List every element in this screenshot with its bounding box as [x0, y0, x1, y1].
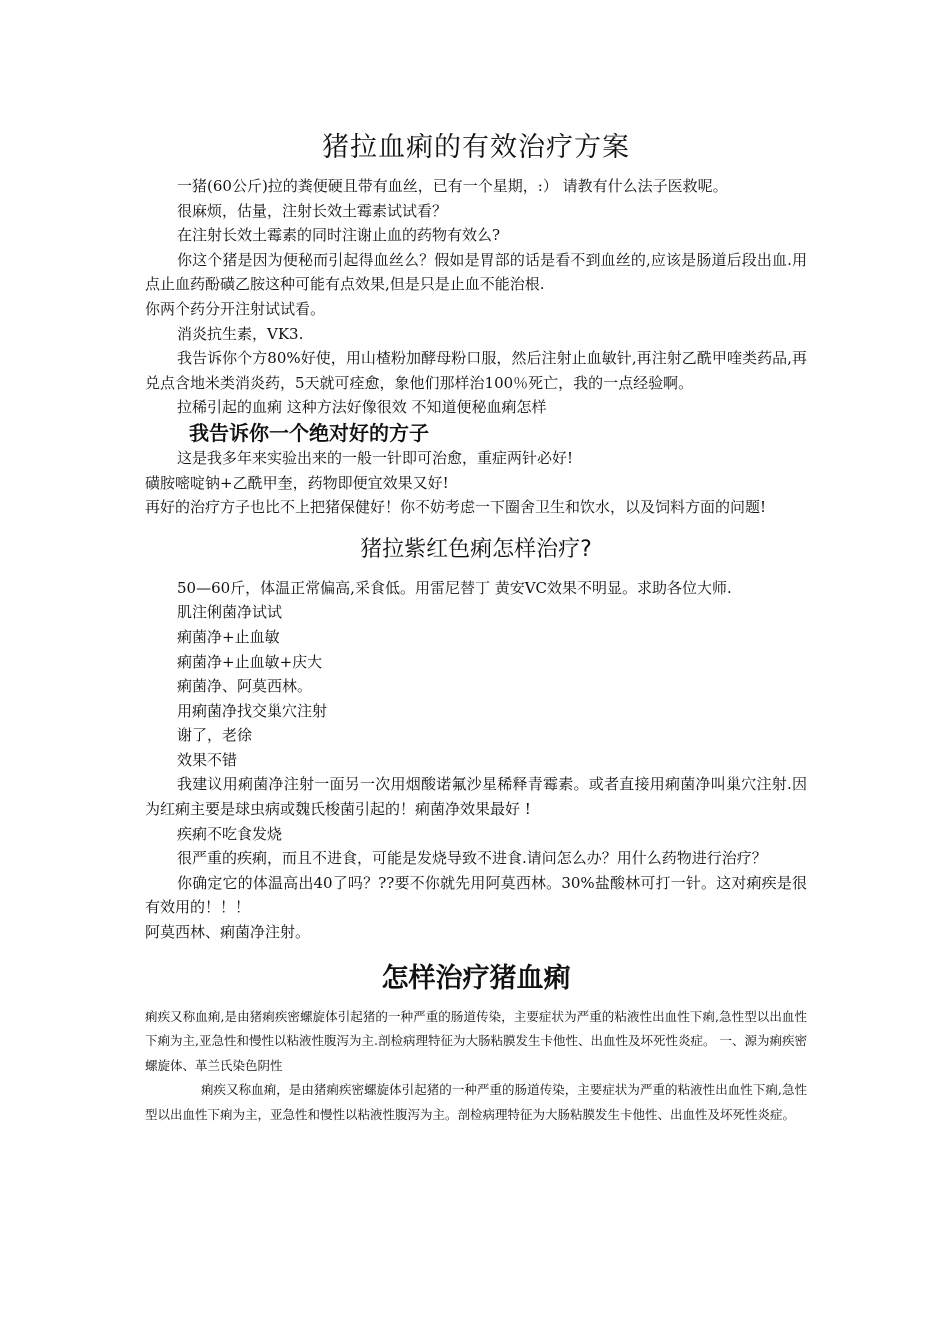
paragraph: 消炎抗生素，VK3. — [177, 324, 304, 343]
paragraph: 我建议用痢菌净注射一面另一次用烟酸诺氟沙星稀释青霉素。或者直接用痢菌净叫巢穴注射.因为红痢主要是球虫病或魏氏梭菌引起的！痢菌净效果最好 ! — [145, 775, 807, 819]
title-how-to-treat: 怎样治疗猪血痢 — [381, 962, 571, 994]
paragraph: 痢菌净+止血敏+庆大 — [177, 652, 323, 671]
paragraph: 效果不错 — [177, 750, 238, 769]
paragraph: 痢菌净、阿莫西林。 — [177, 677, 313, 696]
paragraph: 你确定它的体温高出40了吗？??要不你就先用阿莫西林。30%盐酸林可打一针。这对痢疾是很有效用的！！！ — [145, 873, 807, 917]
paragraph: 疾痢不吃食发烧 — [177, 824, 283, 843]
paragraph: 痢菌净+止血敏 — [177, 627, 280, 646]
paragraph: 谢了，老徐 — [177, 726, 253, 745]
paragraph: 你两个药分开注射试试看。 — [145, 299, 326, 318]
paragraph: 再好的治疗方子也比不上把猪保健好！你不妨考虑一下圈舍卫生和饮水，以及饲料方面的问题! — [145, 498, 767, 517]
paragraph: 用痢菌净找交巢穴注射 — [177, 701, 328, 720]
paragraph: 我告诉你个方80%好使，用山楂粉加酵母粉口服，然后注射止血敏针,再注射乙酰甲喹类药品,再兑点含地米类消炎药，5天就可痊愈，象他们那样治100％死亡，我的一点经验啊。 — [145, 349, 807, 392]
small-text-block — [145, 1005, 807, 1128]
paragraph: 拉稀引起的血痢 这种方法好像很效 不知道便秘血痢怎样 — [177, 398, 547, 417]
paragraph: 痢疾又称血痢,是由猪痢疾密螺旋体引起猪的一种严重的肠道传染，主要症状为严重的粘液性出血性下痢,急性型以出血性下痢为主,亚急性和慢性以粘液性腹泻为主.剖检病理特征为大肠粘膜发生卡他性、出血性及坏死性炎症。 一、源为痢疾密螺旋体、革兰氏染色阴性 — [145, 1008, 807, 1073]
paragraph: 磺胺嘧啶钠+乙酰甲奎，药物即便宜效果又好! — [145, 473, 449, 492]
document-page — [145, 128, 807, 1128]
paragraph: 一猪(60公斤)拉的粪便硬且带有血丝，已有一个星期，:） 请教有什么法子医救呢。 — [177, 177, 728, 195]
paragraph: 肌注俐菌净试试 — [177, 603, 283, 622]
paragraph: 50—60斤，体温正常偏高,采食低。用雷尼替丁 黄安VC效果不明显。求助各位大师. — [177, 578, 732, 597]
title-main: 猪拉血痢的有效治疗方案 — [322, 132, 630, 163]
paragraph: 很麻烦，估量，注射长效土霉素试试看？ — [177, 201, 448, 220]
subtitle-recipe: 我告诉你一个绝对好的方子 — [189, 420, 429, 445]
paragraph: 很严重的疾痢，而且不进食，可能是发烧导致不进食.请问怎么办？用什么药物进行治疗？ — [177, 849, 767, 868]
paragraph: 这是我多年来实验出来的一般一针即可治愈，重症两针必好! — [177, 448, 574, 467]
paragraph: 你这个猪是因为便秘而引起得血丝么？假如是胃部的话是看不到血丝的,应该是肠道后段出血.用点止血药酚磺乙胺这种可能有点效果,但是只是止血不能治根. — [145, 250, 807, 294]
paragraph: 痢疾又称血痢，是由猪痢疾密螺旋体引起猪的一种严重的肠道传染，主要症状为严重的粘液性出血性下痢,急性型以出血性下痢为主，亚急性和慢性以粘液性腹泻为主。剖检病理特征为大肠粘膜发生卡他性、出血性及坏死性炎症。 — [145, 1082, 807, 1122]
paragraph: 阿莫西林、痢菌净注射。 — [145, 923, 311, 942]
paragraph: 在注射长效土霉素的同时注谢止血的药物有效么? — [177, 226, 501, 245]
title-purple-dysentery: 猪拉紫红色痢怎样治疗? — [360, 536, 592, 562]
